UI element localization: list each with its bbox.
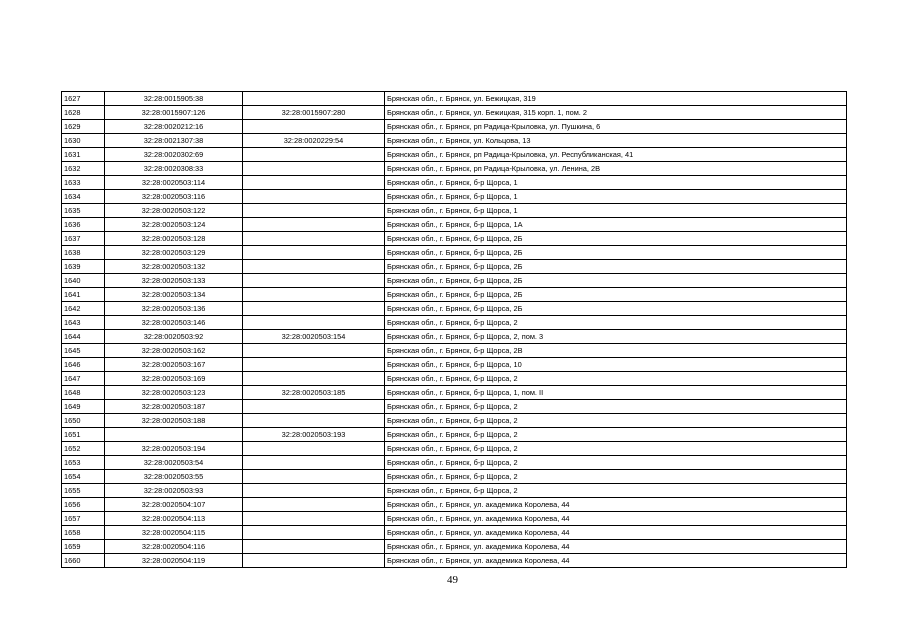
address-cell: Брянская обл., г. Брянск, б-р Щорса, 2 <box>385 414 847 428</box>
address-cell: Брянская обл., г. Брянск, рп Радица-Крыловка, ул. Ленина, 2В <box>385 162 847 176</box>
table-row <box>62 92 847 106</box>
premises-cadastral-number-cell <box>243 400 385 414</box>
premises-cadastral-number-cell <box>243 218 385 232</box>
row-number-cell: 1641 <box>62 288 105 302</box>
address-cell: Брянская обл., г. Брянск, б-р Щорса, 2 <box>385 484 847 498</box>
table-row <box>62 400 847 414</box>
page-number: 49 <box>447 574 458 586</box>
premises-cadastral-number-cell <box>243 162 385 176</box>
row-number-cell: 1642 <box>62 302 105 316</box>
registry-table <box>61 91 847 568</box>
premises-cadastral-number-cell: 32:28:0020503:185 <box>243 386 385 400</box>
row-number-cell: 1647 <box>62 372 105 386</box>
premises-cadastral-number-cell: 32:28:0020229:54 <box>243 134 385 148</box>
cadastral-number-cell: 32:28:0020302:69 <box>105 148 243 162</box>
row-number-cell: 1645 <box>62 344 105 358</box>
address-cell: Брянская обл., г. Брянск, б-р Щорса, 2 <box>385 428 847 442</box>
row-number-cell: 1627 <box>62 92 105 106</box>
table-row <box>62 106 847 120</box>
cadastral-number-cell: 32:28:0015905:38 <box>105 92 243 106</box>
row-number-cell: 1653 <box>62 456 105 470</box>
table-row <box>62 148 847 162</box>
table-row <box>62 218 847 232</box>
cadastral-number-cell: 32:28:0020503:136 <box>105 302 243 316</box>
row-number-cell: 1640 <box>62 274 105 288</box>
premises-cadastral-number-cell <box>243 484 385 498</box>
premises-cadastral-number-cell <box>243 414 385 428</box>
address-cell: Брянская обл., г. Брянск, б-р Щорса, 1 <box>385 204 847 218</box>
premises-cadastral-number-cell <box>243 120 385 134</box>
table-row <box>62 288 847 302</box>
row-number-cell: 1632 <box>62 162 105 176</box>
table-row <box>62 498 847 512</box>
cadastral-number-cell: 32:28:0020503:122 <box>105 204 243 218</box>
address-cell: Брянская обл., г. Брянск, рп Радица-Крыловка, ул. Республиканская, 41 <box>385 148 847 162</box>
premises-cadastral-number-cell <box>243 512 385 526</box>
address-cell: Брянская обл., г. Брянск, ул. Кольцова, 13 <box>385 134 847 148</box>
address-cell: Брянская обл., г. Брянск, рп Радица-Крыловка, ул. Пушкина, 6 <box>385 120 847 134</box>
table-row <box>62 456 847 470</box>
premises-cadastral-number-cell: 32:28:0020503:193 <box>243 428 385 442</box>
premises-cadastral-number-cell <box>243 288 385 302</box>
address-cell: Брянская обл., г. Брянск, ул. Бежицкая, 315 корп. 1, пом. 2 <box>385 106 847 120</box>
address-cell: Брянская обл., г. Брянск, б-р Щорса, 1 <box>385 176 847 190</box>
cadastral-number-cell: 32:28:0020503:123 <box>105 386 243 400</box>
row-number-cell: 1628 <box>62 106 105 120</box>
premises-cadastral-number-cell <box>243 372 385 386</box>
row-number-cell: 1634 <box>62 190 105 204</box>
cadastral-number-cell: 32:28:0020503:124 <box>105 218 243 232</box>
row-number-cell: 1629 <box>62 120 105 134</box>
table-row <box>62 484 847 498</box>
premises-cadastral-number-cell <box>243 176 385 190</box>
cadastral-number-cell: 32:28:0020503:146 <box>105 316 243 330</box>
cadastral-number-cell: 32:28:0020503:162 <box>105 344 243 358</box>
address-cell: Брянская обл., г. Брянск, б-р Щорса, 2 <box>385 470 847 484</box>
table-row <box>62 302 847 316</box>
row-number-cell: 1646 <box>62 358 105 372</box>
cadastral-number-cell: 32:28:0020503:114 <box>105 176 243 190</box>
premises-cadastral-number-cell <box>243 526 385 540</box>
premises-cadastral-number-cell <box>243 204 385 218</box>
cadastral-number-cell: 32:28:0020503:167 <box>105 358 243 372</box>
row-number-cell: 1649 <box>62 400 105 414</box>
row-number-cell: 1652 <box>62 442 105 456</box>
row-number-cell: 1656 <box>62 498 105 512</box>
address-cell: Брянская обл., г. Брянск, б-р Щорса, 2Б <box>385 232 847 246</box>
cadastral-number-cell: 32:28:0015907:126 <box>105 106 243 120</box>
premises-cadastral-number-cell <box>243 470 385 484</box>
address-cell: Брянская обл., г. Брянск, б-р Щорса, 2 <box>385 456 847 470</box>
table-row <box>62 344 847 358</box>
table-row <box>62 274 847 288</box>
cadastral-number-cell: 32:28:0020504:116 <box>105 540 243 554</box>
row-number-cell: 1650 <box>62 414 105 428</box>
premises-cadastral-number-cell <box>243 274 385 288</box>
address-cell: Брянская обл., г. Брянск, б-р Щорса, 2 <box>385 316 847 330</box>
table-row <box>62 176 847 190</box>
cadastral-number-cell: 32:28:0020503:55 <box>105 470 243 484</box>
table-row <box>62 134 847 148</box>
table-row <box>62 526 847 540</box>
table-row <box>62 330 847 344</box>
address-cell: Брянская обл., г. Брянск, б-р Щорса, 1, пом. II <box>385 386 847 400</box>
row-number-cell: 1635 <box>62 204 105 218</box>
premises-cadastral-number-cell <box>243 246 385 260</box>
address-cell: Брянская обл., г. Брянск, ул. Бежицкая, 319 <box>385 92 847 106</box>
premises-cadastral-number-cell <box>243 498 385 512</box>
row-number-cell: 1648 <box>62 386 105 400</box>
row-number-cell: 1658 <box>62 526 105 540</box>
address-cell: Брянская обл., г. Брянск, ул. академика Королева, 44 <box>385 512 847 526</box>
table-row <box>62 120 847 134</box>
row-number-cell: 1657 <box>62 512 105 526</box>
cadastral-number-cell: 32:28:0020503:188 <box>105 414 243 428</box>
premises-cadastral-number-cell <box>243 540 385 554</box>
row-number-cell: 1644 <box>62 330 105 344</box>
cadastral-number-cell: 32:28:0020503:128 <box>105 232 243 246</box>
cadastral-number-cell: 32:28:0020504:115 <box>105 526 243 540</box>
cadastral-number-cell: 32:28:0020503:93 <box>105 484 243 498</box>
table-row <box>62 554 847 568</box>
cadastral-number-cell: 32:28:0020504:119 <box>105 554 243 568</box>
row-number-cell: 1630 <box>62 134 105 148</box>
address-cell: Брянская обл., г. Брянск, ул. академика Королева, 44 <box>385 554 847 568</box>
address-cell: Брянская обл., г. Брянск, ул. академика Королева, 44 <box>385 526 847 540</box>
row-number-cell: 1651 <box>62 428 105 442</box>
cadastral-number-cell: 32:28:0020503:132 <box>105 260 243 274</box>
cadastral-number-cell: 32:28:0020504:107 <box>105 498 243 512</box>
address-cell: Брянская обл., г. Брянск, ул. академика Королева, 44 <box>385 540 847 554</box>
address-cell: Брянская обл., г. Брянск, б-р Щорса, 2Б <box>385 288 847 302</box>
table-row <box>62 428 847 442</box>
premises-cadastral-number-cell <box>243 302 385 316</box>
cadastral-number-cell: 32:28:0021307:38 <box>105 134 243 148</box>
address-cell: Брянская обл., г. Брянск, б-р Щорса, 1 <box>385 190 847 204</box>
premises-cadastral-number-cell <box>243 442 385 456</box>
table-row <box>62 386 847 400</box>
address-cell: Брянская обл., г. Брянск, б-р Щорса, 2, пом. 3 <box>385 330 847 344</box>
cadastral-number-cell: 32:28:0020503:194 <box>105 442 243 456</box>
premises-cadastral-number-cell: 32:28:0015907:280 <box>243 106 385 120</box>
cadastral-number-cell: 32:28:0020308:33 <box>105 162 243 176</box>
cadastral-number-cell: 32:28:0020503:129 <box>105 246 243 260</box>
cadastral-number-cell: 32:28:0020503:169 <box>105 372 243 386</box>
table-row <box>62 246 847 260</box>
cadastral-number-cell: 32:28:0020504:113 <box>105 512 243 526</box>
address-cell: Брянская обл., г. Брянск, б-р Щорса, 2 <box>385 442 847 456</box>
cadastral-number-cell: 32:28:0020503:116 <box>105 190 243 204</box>
table-row <box>62 414 847 428</box>
row-number-cell: 1636 <box>62 218 105 232</box>
cadastral-number-cell: 32:28:0020503:133 <box>105 274 243 288</box>
address-cell: Брянская обл., г. Брянск, б-р Щорса, 2 <box>385 400 847 414</box>
row-number-cell: 1660 <box>62 554 105 568</box>
table-row <box>62 204 847 218</box>
registry-table-body <box>62 92 847 568</box>
premises-cadastral-number-cell <box>243 344 385 358</box>
premises-cadastral-number-cell <box>243 190 385 204</box>
premises-cadastral-number-cell <box>243 148 385 162</box>
table-row <box>62 512 847 526</box>
table-row <box>62 260 847 274</box>
premises-cadastral-number-cell <box>243 554 385 568</box>
table-row <box>62 470 847 484</box>
cadastral-number-cell: 32:28:0020212:16 <box>105 120 243 134</box>
row-number-cell: 1643 <box>62 316 105 330</box>
row-number-cell: 1655 <box>62 484 105 498</box>
row-number-cell: 1659 <box>62 540 105 554</box>
table-row <box>62 232 847 246</box>
table-row <box>62 162 847 176</box>
table-row <box>62 316 847 330</box>
premises-cadastral-number-cell <box>243 232 385 246</box>
table-row <box>62 372 847 386</box>
premises-cadastral-number-cell <box>243 456 385 470</box>
row-number-cell: 1638 <box>62 246 105 260</box>
address-cell: Брянская обл., г. Брянск, б-р Щорса, 2 <box>385 372 847 386</box>
row-number-cell: 1654 <box>62 470 105 484</box>
premises-cadastral-number-cell <box>243 260 385 274</box>
address-cell: Брянская обл., г. Брянск, б-р Щорса, 2Б <box>385 274 847 288</box>
table-row <box>62 190 847 204</box>
address-cell: Брянская обл., г. Брянск, б-р Щорса, 2Б <box>385 302 847 316</box>
table-row <box>62 442 847 456</box>
premises-cadastral-number-cell <box>243 316 385 330</box>
address-cell: Брянская обл., г. Брянск, ул. академика Королева, 44 <box>385 498 847 512</box>
address-cell: Брянская обл., г. Брянск, б-р Щорса, 2Б <box>385 246 847 260</box>
row-number-cell: 1631 <box>62 148 105 162</box>
table-row <box>62 358 847 372</box>
cadastral-number-cell: 32:28:0020503:54 <box>105 456 243 470</box>
premises-cadastral-number-cell: 32:28:0020503:154 <box>243 330 385 344</box>
address-cell: Брянская обл., г. Брянск, б-р Щорса, 1А <box>385 218 847 232</box>
cadastral-number-cell: 32:28:0020503:92 <box>105 330 243 344</box>
cadastral-number-cell <box>105 428 243 442</box>
table-row <box>62 540 847 554</box>
premises-cadastral-number-cell <box>243 92 385 106</box>
address-cell: Брянская обл., г. Брянск, б-р Щорса, 10 <box>385 358 847 372</box>
row-number-cell: 1637 <box>62 232 105 246</box>
cadastral-number-cell: 32:28:0020503:134 <box>105 288 243 302</box>
address-cell: Брянская обл., г. Брянск, б-р Щорса, 2Б <box>385 260 847 274</box>
row-number-cell: 1633 <box>62 176 105 190</box>
address-cell: Брянская обл., г. Брянск, б-р Щорса, 2В <box>385 344 847 358</box>
cadastral-number-cell: 32:28:0020503:187 <box>105 400 243 414</box>
premises-cadastral-number-cell <box>243 358 385 372</box>
row-number-cell: 1639 <box>62 260 105 274</box>
